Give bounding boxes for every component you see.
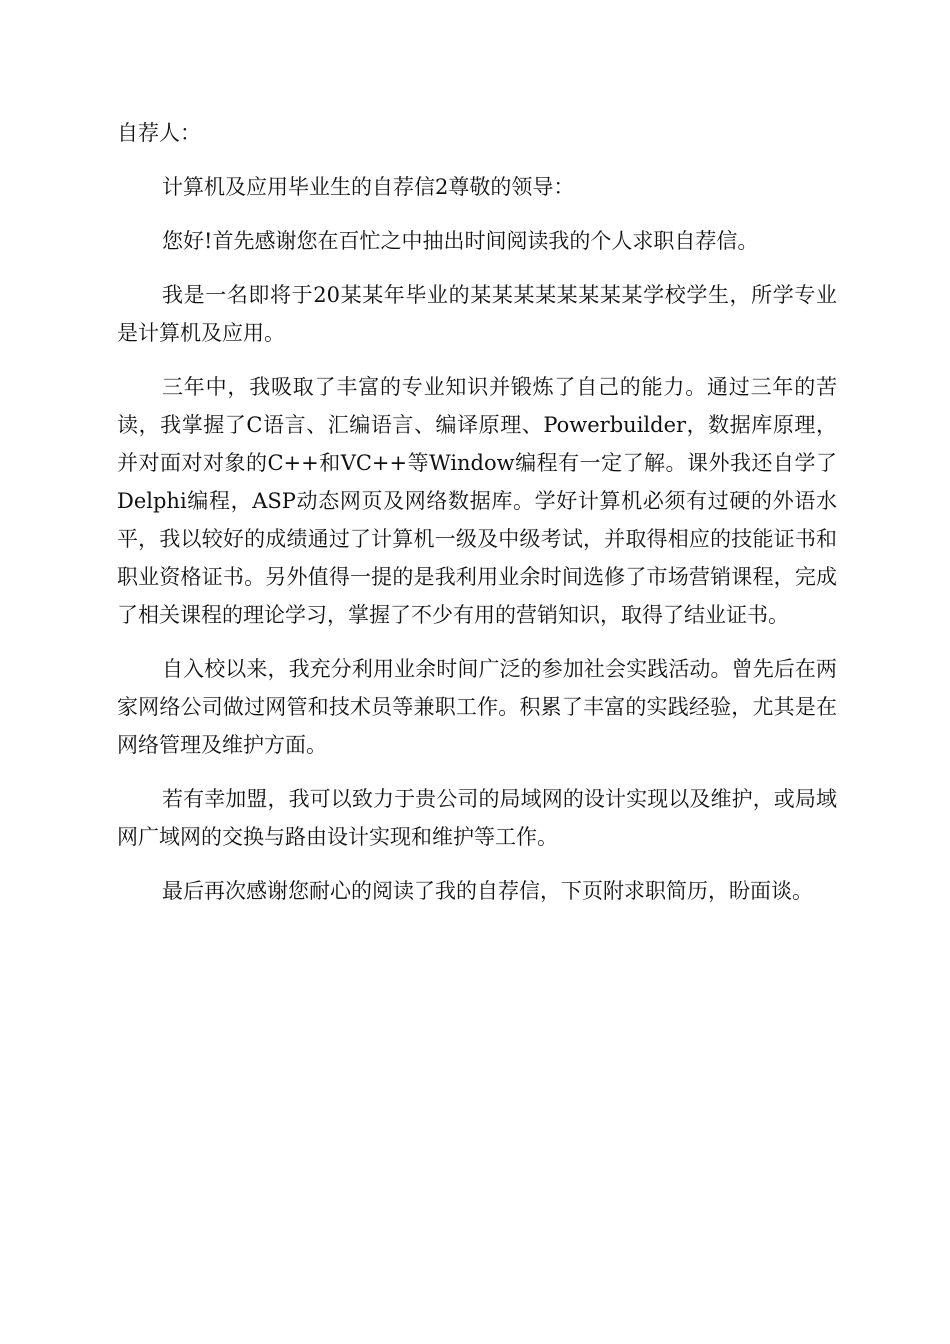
intro-paragraph: 我是一名即将于20某某年毕业的某某某某某某某某学校学生，所学专业是计算机及应用。 xyxy=(117,283,837,345)
greeting-paragraph: 您好!首先感谢您在百忙之中抽出时间阅读我的个人求职自荐信。 xyxy=(162,229,759,253)
signature-line: 自荐人： xyxy=(117,121,201,145)
closing-paragraph: 最后再次感谢您耐心的阅读了我的自荐信，下页附求职简历，盼面谈。 xyxy=(162,879,813,903)
aspiration-paragraph: 若有幸加盟，我可以致力于贵公司的局域网的设计实现以及维护，或局域网广域网的交换与路由设计实现和维护等工作。 xyxy=(117,787,837,849)
letter-body xyxy=(117,114,837,926)
experience-paragraph: 自入校以来，我充分利用业余时间广泛的参加社会实践活动。曾先后在两家网络公司做过网管和技术员等兼职工作。积累了丰富的实践经验，尤其是在网络管理及维护方面。 xyxy=(117,657,837,757)
skills-paragraph: 三年中，我吸取了丰富的专业知识并锻炼了自己的能力。通过三年的苦读，我掌握了C语言、汇编语言、编译原理、Powerbuilder，数据库原理，并对面对对象的C++和VC++等Window编程有一定了解。课外我还自学了Delphi编程，ASP动态网页及网络数据库。学好计算机必须有过硬的外语水平，我以较好的成绩通过了计算机一级及中级考试，并取得相应的技能证书和职业资格证书。另外值得一提的是我利用业余时间选修了市场营销课程，完成了相关课程的理论学习，掌握了不少有用的营销知识，取得了结业证书。 xyxy=(117,375,837,627)
letter-heading: 计算机及应用毕业生的自荐信2尊敬的领导： xyxy=(162,175,575,199)
